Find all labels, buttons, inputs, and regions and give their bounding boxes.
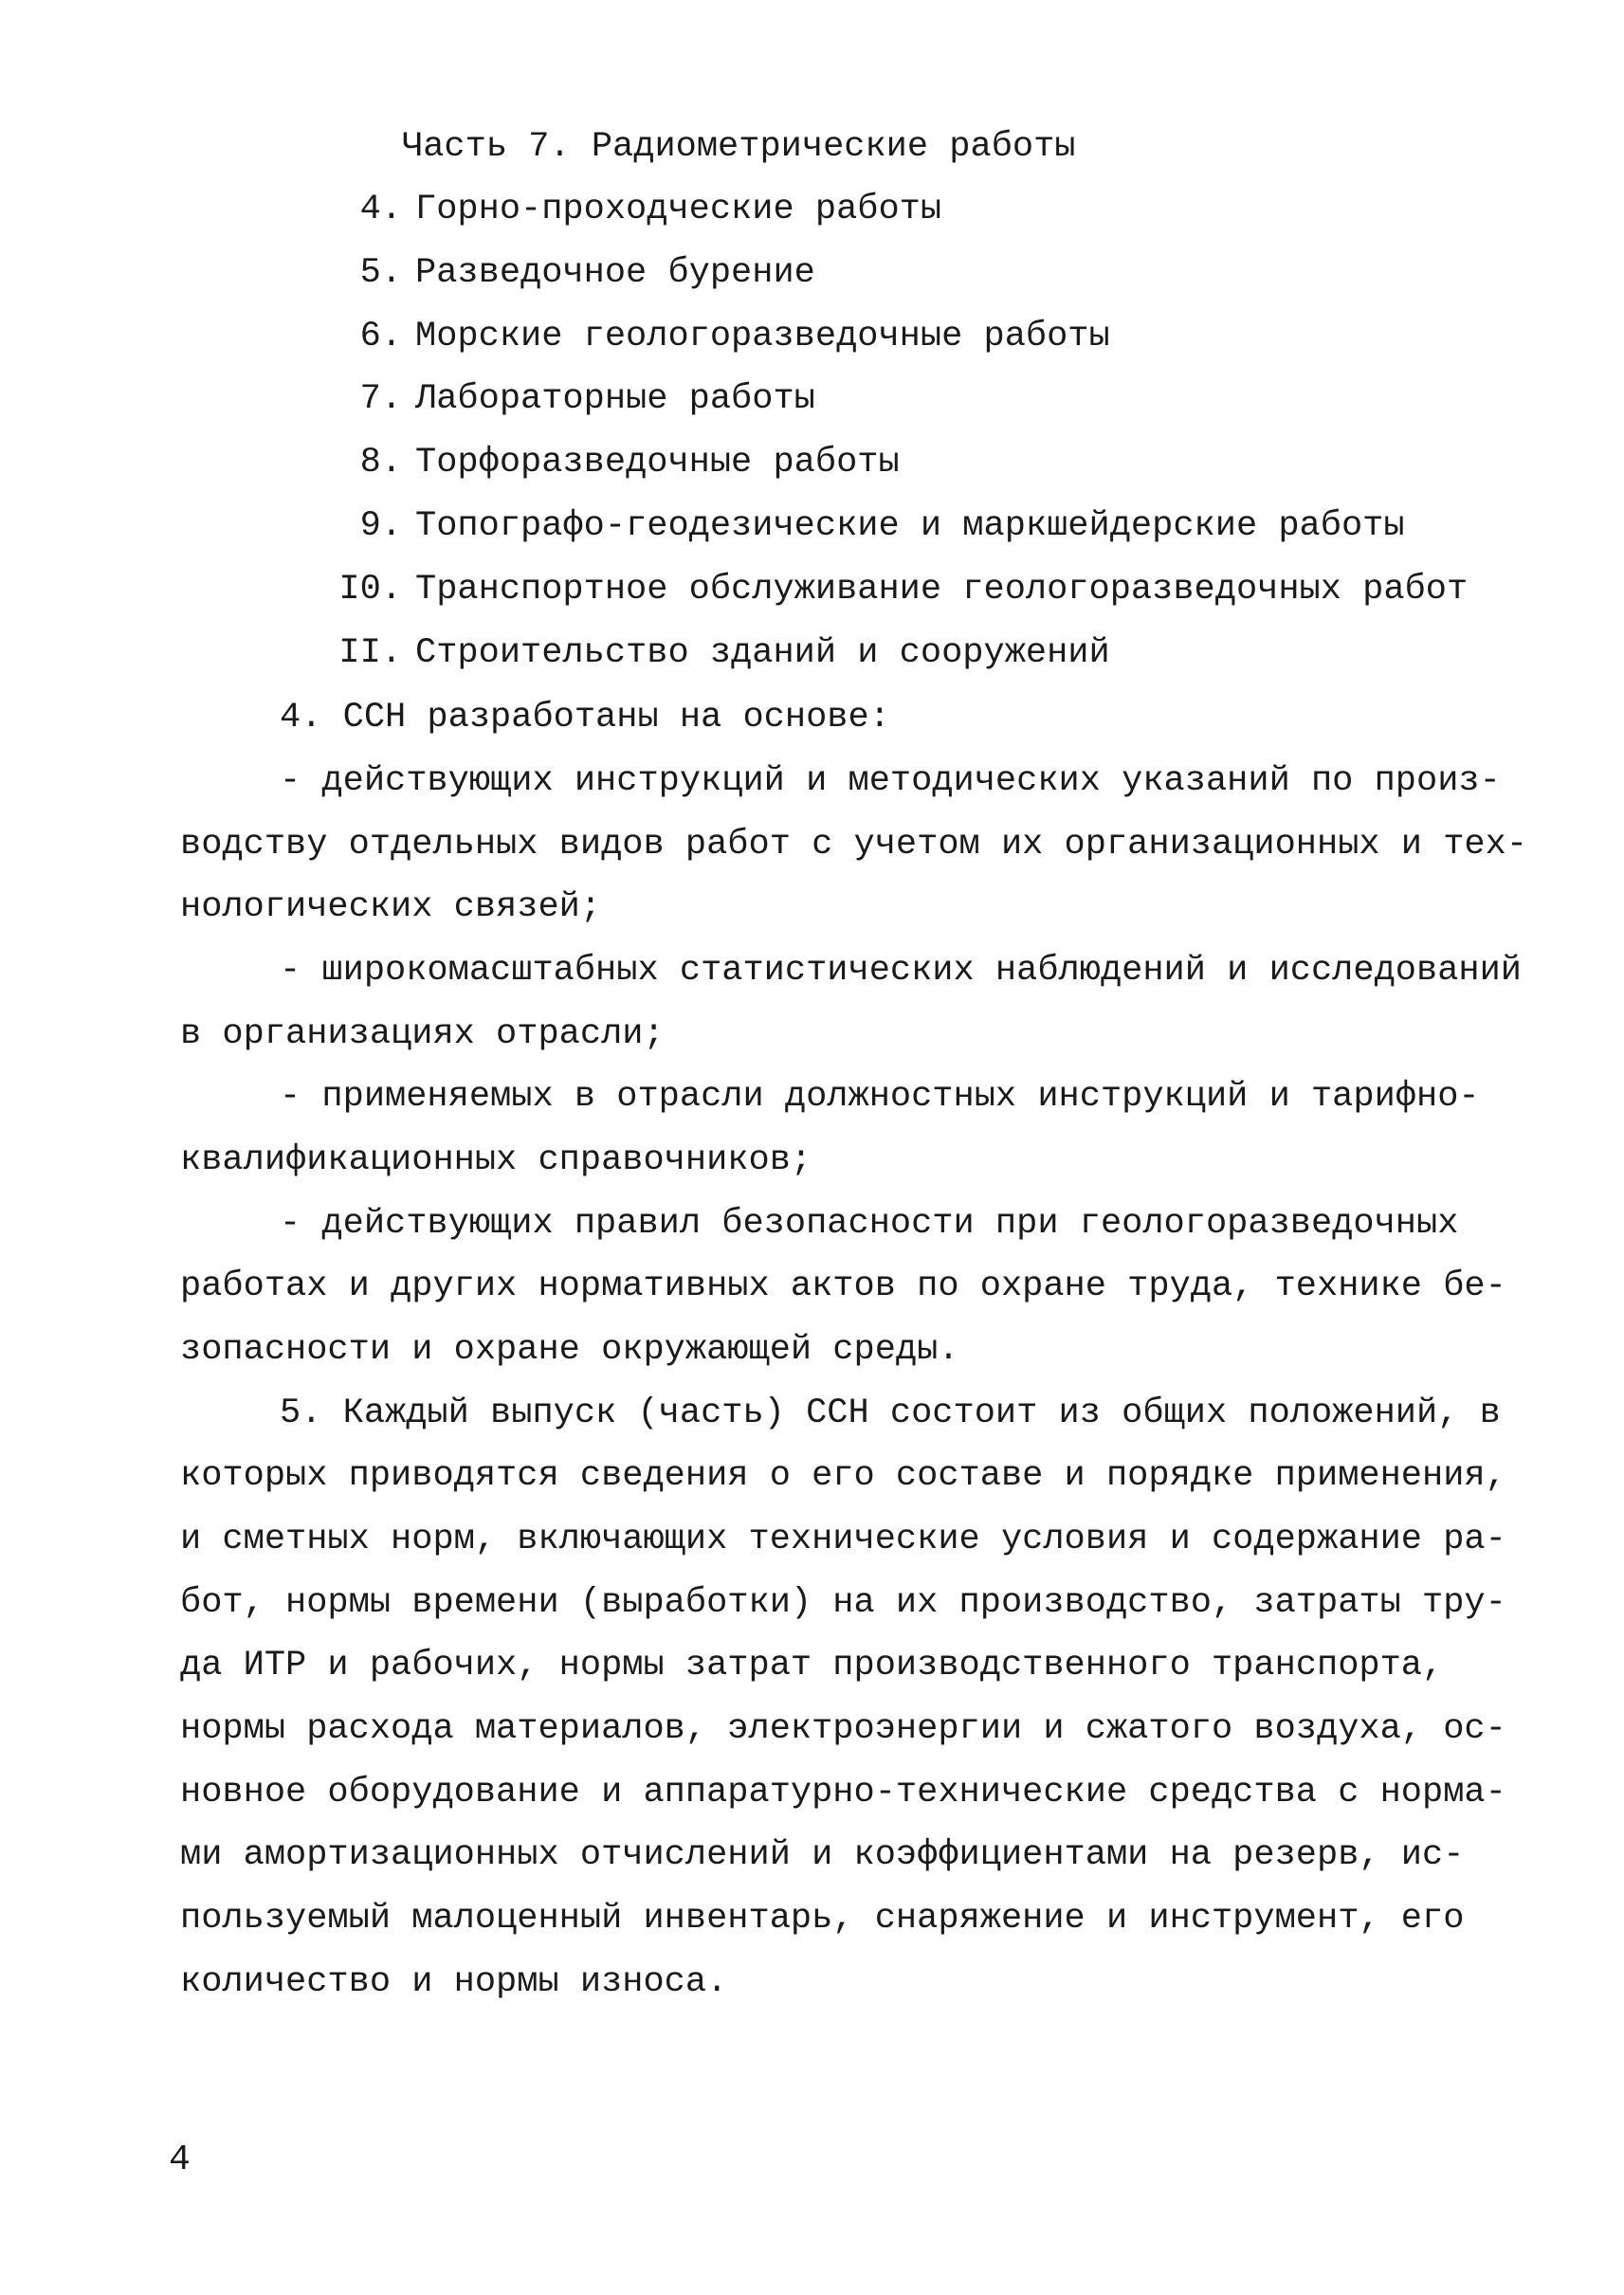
paragraph-line: пользуемый малоценный инвентарь, снаряжение и инструмент, его xyxy=(180,1899,1465,1939)
page-number: 4 xyxy=(169,2140,191,2180)
paragraph-line: новное оборудование и аппаратурно-технические средства с норма- xyxy=(180,1773,1506,1812)
paragraph-line: ми амортизационных отчислений и коэффициентами на резерв, ис- xyxy=(180,1835,1465,1875)
section4-heading: 4. ССН разработаны на основе: xyxy=(280,698,890,738)
paragraph-line: которых приводятся сведения о его составе и порядке применения, xyxy=(180,1456,1506,1496)
list-item-text: Морские геологоразведочные работы xyxy=(415,317,1110,356)
list-item-text: Торфоразведочные работы xyxy=(415,443,900,483)
paragraph-line: квалификационных справочников; xyxy=(180,1140,812,1180)
list-item-number: 4. xyxy=(359,190,402,229)
list-item-text: Разведочное бурение xyxy=(415,253,815,293)
paragraph-line: работах и других нормативных актов по охране труда, технике бе- xyxy=(180,1266,1506,1306)
list-item-number: I0. xyxy=(338,570,402,610)
list-item xyxy=(330,558,1468,622)
list-item-text: Лабораторные работы xyxy=(415,379,815,419)
paragraph-line: нологических связей; xyxy=(180,887,602,927)
paragraph-line: и сметных норм, включающих технические условия и содержание ра- xyxy=(180,1520,1506,1559)
list-item-number: 7. xyxy=(359,379,402,419)
paragraph-line: водству отдельных видов работ с учетом их организационных и тех- xyxy=(180,825,1528,865)
list-item xyxy=(330,305,1110,369)
list-item xyxy=(330,622,1110,685)
list-item-text: Горно-проходческие работы xyxy=(415,190,942,229)
paragraph-line: - широкомасштабных статистических наблюдений и исследований xyxy=(280,951,1523,991)
parts-list-first: Часть 7. Радиометрические работы xyxy=(402,127,1076,167)
list-item xyxy=(330,431,900,495)
list-item xyxy=(330,242,815,305)
paragraph-line: да ИТР и рабочих, нормы затрат производственного транспорта, xyxy=(180,1646,1444,1685)
paragraph-line: 5. Каждый выпуск (часть) ССН состоит из общих положений, в xyxy=(280,1393,1501,1433)
list-item-number: II. xyxy=(338,633,402,673)
list-item-number: 6. xyxy=(359,317,402,356)
list-item xyxy=(330,495,1405,558)
list-item-number: 8. xyxy=(359,443,402,483)
paragraph-line: количество и нормы износа. xyxy=(180,1962,728,2002)
paragraph-line: бот, нормы времени (выработки) на их производство, затраты тру- xyxy=(180,1583,1506,1623)
list-item xyxy=(330,178,941,242)
paragraph-line: зопасности и охране окружающей среды. xyxy=(180,1330,959,1370)
paragraph-line: - действующих инструкций и методических указаний по произ- xyxy=(280,761,1501,801)
paragraph-line: - применяемых в отрасли должностных инструкций и тарифно- xyxy=(280,1077,1480,1117)
paragraph-line: - действующих правил безопасности при геологоразведочных xyxy=(280,1204,1459,1244)
list-item-text: Строительство зданий и сооружений xyxy=(415,633,1110,673)
list-item-text: Топографо-геодезические и маркшейдерские работы xyxy=(415,506,1405,546)
paragraph-line: в организациях отрасли; xyxy=(180,1014,665,1054)
paragraph-line: нормы расхода материалов, электроэнергии и сжатого воздуха, ос- xyxy=(180,1709,1506,1749)
list-item xyxy=(330,368,815,431)
list-item-text: Транспортное обслуживание геологоразведочных работ xyxy=(415,570,1469,610)
list-item-number: 9. xyxy=(359,506,402,546)
list-item-number: 5. xyxy=(359,253,402,293)
